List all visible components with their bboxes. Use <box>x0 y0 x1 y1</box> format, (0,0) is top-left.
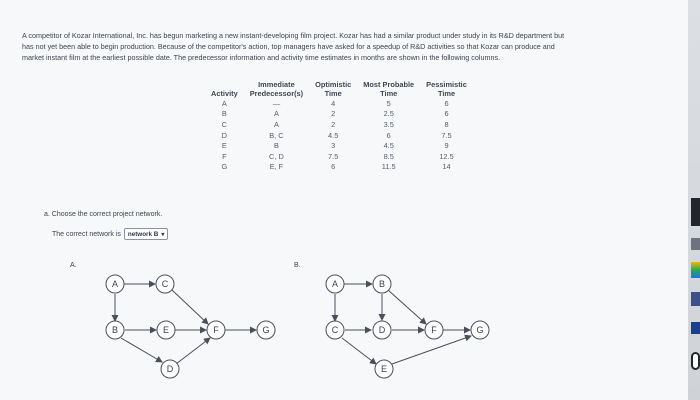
network-b-diagram <box>320 266 500 400</box>
table-cell: 3 <box>331 141 336 151</box>
table-row <box>205 119 473 130</box>
edge-c-f <box>172 290 208 324</box>
node-d-label: D <box>378 325 386 335</box>
option-b-label: B. <box>294 262 301 269</box>
table-cell: A <box>221 98 227 108</box>
network-a-diagram <box>100 266 300 400</box>
network-select-value: network B <box>127 230 159 238</box>
activity-table <box>205 80 473 172</box>
table-cell: 3.5 <box>383 119 394 129</box>
table-cell: 4.5 <box>383 141 394 151</box>
node-b-label: B <box>111 325 119 335</box>
table-cell: — <box>272 98 281 108</box>
node-a-label: A <box>331 279 339 289</box>
question-label: a. Choose the correct project network. <box>44 211 163 218</box>
answer-prefix: The correct network is <box>52 230 121 238</box>
node-e-label: E <box>162 325 170 335</box>
table-row <box>205 98 473 109</box>
table-cell: 4 <box>331 98 336 108</box>
node-f-label: F <box>213 325 219 335</box>
table-cell: B, C <box>269 130 284 140</box>
table-cell: 6 <box>444 109 449 119</box>
table-cell: 2 <box>331 119 336 129</box>
chevron-down-icon: ▾ <box>161 231 165 238</box>
col-optimistic: Time <box>324 89 342 98</box>
col-predecessor: Predecessor(s) <box>249 89 304 98</box>
side-taskbar <box>688 0 700 400</box>
table-cell: E, F <box>269 162 284 172</box>
table-cell: 6 <box>331 162 336 172</box>
table-row <box>205 140 473 151</box>
table-cell: 7.5 <box>328 151 339 161</box>
node-f-label: F <box>431 325 437 335</box>
problem-statement <box>22 30 672 63</box>
node-d-label: D <box>166 364 174 374</box>
table-cell: F <box>222 151 227 161</box>
table-cell: 6 <box>386 130 391 140</box>
intro-line-2: has not yet been able to begin production. Because of the competitor's action, top managers have asked for a speedup of R&D activities so that Kozar can produce and <box>22 42 555 51</box>
table-cell: 7.5 <box>441 130 452 140</box>
table-cell: B <box>273 141 279 151</box>
network-select[interactable] <box>124 228 168 240</box>
col-pessimistic: Time <box>437 89 456 98</box>
table-header-bottom <box>205 89 473 98</box>
table-row <box>205 151 473 162</box>
table-row <box>205 162 473 173</box>
col-probable: Time <box>380 89 398 98</box>
node-a-label: A <box>111 279 119 289</box>
table-cell: B <box>221 109 227 119</box>
node-e-label: E <box>380 364 388 374</box>
table-cell: 12.5 <box>439 151 454 161</box>
square-icon[interactable] <box>691 322 700 334</box>
intro-line-1: A competitor of Kozar International, Inc. has begun marketing a new instant-developing film project. Kozar has had a similar product under study in its R&D department but <box>22 31 565 40</box>
table-cell: 14 <box>442 162 451 172</box>
table-cell: D <box>221 130 228 140</box>
edge-b-f <box>388 290 426 324</box>
intro-line-3: market instant film at the earliest possible date. The predecessor information and activity time estimates in months are shown in the following columns. <box>22 53 501 62</box>
table-cell: A <box>273 119 279 129</box>
table-cell: 8.5 <box>383 151 394 161</box>
edge-c-e <box>342 338 376 364</box>
table-cell: A <box>273 109 279 119</box>
answer-line <box>52 228 168 240</box>
col-predecessor-top: Immediate <box>258 80 295 89</box>
col-pessimistic-top: Pessimistic <box>426 80 467 89</box>
table-cell: 11.5 <box>381 162 396 172</box>
table-cell: 9 <box>444 141 449 151</box>
col-optimistic-top: Optimistic <box>315 80 352 89</box>
square-icon[interactable] <box>691 238 700 250</box>
table-header-top <box>205 80 473 89</box>
col-probable-top: Most Probable <box>363 80 415 89</box>
table-cell: G <box>221 162 228 172</box>
col-activity-top <box>205 80 244 89</box>
file-icon[interactable] <box>691 198 700 226</box>
node-g-label: G <box>262 325 270 335</box>
table-cell: 2 <box>331 109 336 119</box>
node-g-label: G <box>476 325 484 335</box>
table-row <box>205 109 473 120</box>
node-c-label: C <box>161 279 169 289</box>
table-cell: 5 <box>386 98 391 108</box>
edge-d-f <box>176 338 210 364</box>
table-cell: C, D <box>269 151 284 161</box>
table-cell: C <box>221 119 228 129</box>
circle-icon[interactable] <box>691 352 700 370</box>
globe-icon[interactable] <box>691 292 700 306</box>
option-a-label: A. <box>70 262 77 269</box>
node-b-label: B <box>378 279 386 289</box>
col-activity: Activity <box>211 89 238 98</box>
table-cell: 6 <box>444 98 449 108</box>
table-cell: 4.5 <box>328 130 339 140</box>
node-c-label: C <box>331 325 339 335</box>
edge-b-d <box>121 338 162 362</box>
table-row <box>205 130 473 141</box>
edge-e-g <box>392 336 471 364</box>
table-cell: 2.5 <box>383 109 394 119</box>
table-cell: 8 <box>444 119 449 129</box>
drive-icon[interactable] <box>691 262 700 278</box>
table-cell: E <box>221 141 227 151</box>
